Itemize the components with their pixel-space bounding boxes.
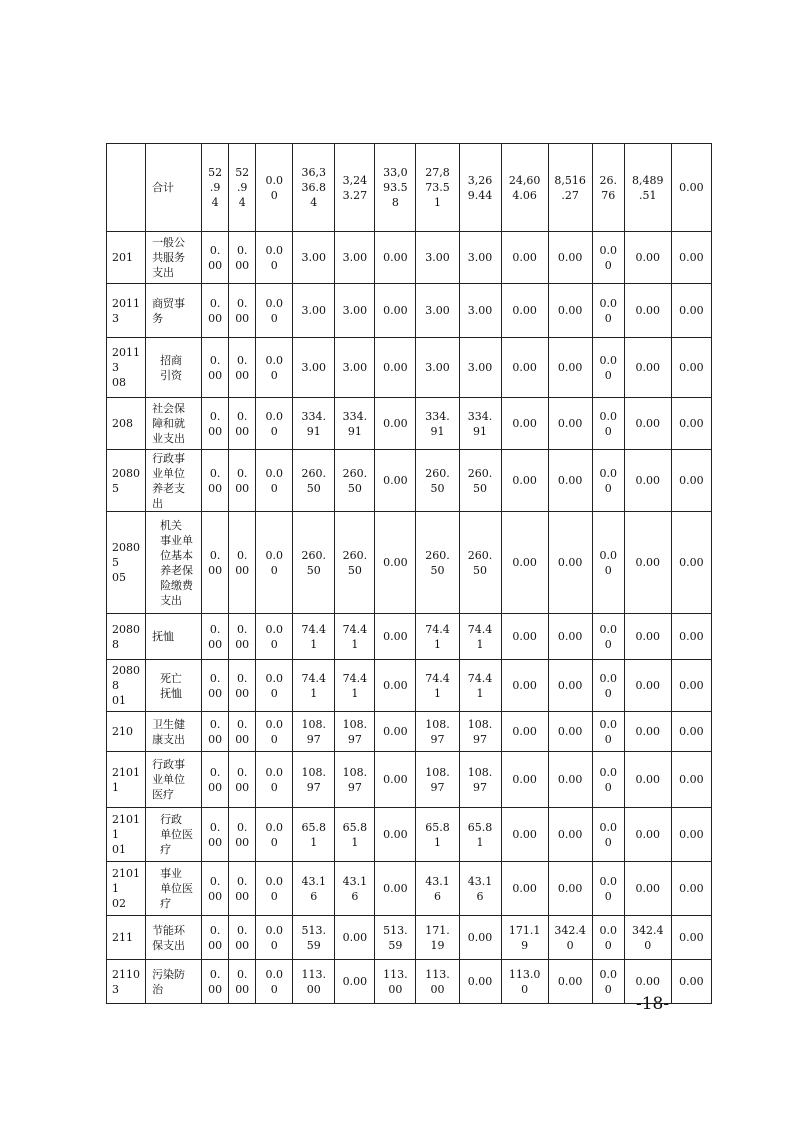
amount-cell: 0.00 (624, 284, 671, 338)
amount-cell: 3.00 (416, 284, 459, 338)
amount-cell: 171. 19 (416, 916, 459, 960)
amount-cell: 65.8 1 (416, 808, 459, 862)
amount-cell: 0.00 (501, 752, 548, 808)
subject-code-cell: 208 (107, 398, 146, 450)
amount-cell: 113. 00 (375, 960, 416, 1004)
table-row (107, 916, 712, 960)
amount-cell: 0.0 0 (256, 712, 293, 752)
table-row (107, 338, 712, 398)
amount-cell: 0.0 0 (256, 398, 293, 450)
amount-cell: 0. 00 (202, 862, 229, 916)
amount-cell: 0.0 0 (592, 398, 624, 450)
amount-cell: 3,24 3.27 (335, 144, 375, 232)
amount-cell: 0.0 0 (256, 232, 293, 284)
amount-cell: 0. 00 (229, 284, 256, 338)
amount-cell: 0.00 (375, 660, 416, 712)
subject-code-cell: 2080 5 (107, 450, 146, 512)
amount-cell: 113. 00 (416, 960, 459, 1004)
amount-cell: 0.00 (671, 808, 711, 862)
amount-cell: 3.00 (459, 338, 501, 398)
amount-cell: 0.00 (671, 284, 711, 338)
amount-cell: 0.0 0 (592, 808, 624, 862)
table-row (107, 960, 712, 1004)
table-row (107, 752, 712, 808)
amount-cell: 0.00 (548, 712, 592, 752)
amount-cell: 108. 97 (459, 752, 501, 808)
amount-cell: 0.0 0 (256, 614, 293, 660)
amount-cell: 0. 00 (202, 338, 229, 398)
amount-cell: 27,8 73.5 1 (416, 144, 459, 232)
amount-cell: 260. 50 (459, 450, 501, 512)
subject-name-cell: 污染防 治 (146, 960, 202, 1004)
amount-cell: 74.4 1 (416, 660, 459, 712)
amount-cell: 0. 00 (202, 960, 229, 1004)
amount-cell: 0. 00 (202, 284, 229, 338)
amount-cell: 0.00 (501, 512, 548, 614)
amount-cell: 3.00 (416, 338, 459, 398)
amount-cell: 0.00 (501, 808, 548, 862)
amount-cell: 3.00 (293, 284, 335, 338)
amount-cell: 52 .9 4 (202, 144, 229, 232)
subject-code-cell: 2080 5 05 (107, 512, 146, 614)
amount-cell: 0. 00 (202, 512, 229, 614)
amount-cell: 0. 00 (229, 960, 256, 1004)
amount-cell: 0.00 (375, 614, 416, 660)
table-row (107, 512, 712, 614)
amount-cell: 108. 97 (416, 752, 459, 808)
amount-cell: 0.00 (671, 614, 711, 660)
table-body (107, 144, 712, 1004)
amount-cell: 65.8 1 (293, 808, 335, 862)
amount-cell: 0.00 (548, 614, 592, 660)
amount-cell: 0. 00 (229, 398, 256, 450)
table-row (107, 660, 712, 712)
amount-cell: 0.00 (548, 398, 592, 450)
amount-cell: 0. 00 (229, 712, 256, 752)
amount-cell: 108. 97 (416, 712, 459, 752)
amount-cell: 334. 91 (335, 398, 375, 450)
amount-cell: 260. 50 (416, 450, 459, 512)
amount-cell: 0.00 (671, 144, 711, 232)
amount-cell: 260. 50 (416, 512, 459, 614)
amount-cell: 0.00 (548, 752, 592, 808)
amount-cell: 0.00 (501, 338, 548, 398)
amount-cell: 0.00 (624, 512, 671, 614)
budget-expenditure-table (106, 143, 712, 1004)
subject-name-cell: 节能环 保支出 (146, 916, 202, 960)
amount-cell: 0. 00 (202, 712, 229, 752)
amount-cell: 0.00 (335, 960, 375, 1004)
amount-cell: 108. 97 (293, 712, 335, 752)
amount-cell: 0. 00 (229, 916, 256, 960)
subject-name-cell: 事业 单位医 疗 (146, 862, 202, 916)
amount-cell: 0.00 (375, 712, 416, 752)
amount-cell: 0.00 (548, 808, 592, 862)
amount-cell: 0.00 (501, 862, 548, 916)
amount-cell: 0.00 (548, 232, 592, 284)
amount-cell: 0.00 (548, 660, 592, 712)
amount-cell: 260. 50 (335, 450, 375, 512)
amount-cell: 0.0 0 (256, 338, 293, 398)
amount-cell: 334. 91 (459, 398, 501, 450)
subject-code-cell: 2110 3 (107, 960, 146, 1004)
page-number: -18- (636, 994, 670, 1014)
amount-cell: 0. 00 (229, 808, 256, 862)
amount-cell: 43.1 6 (335, 862, 375, 916)
table-row (107, 144, 712, 232)
amount-cell: 74.4 1 (459, 614, 501, 660)
amount-cell: 0.0 0 (256, 512, 293, 614)
amount-cell: 0. 00 (202, 232, 229, 284)
amount-cell: 65.8 1 (459, 808, 501, 862)
amount-cell: 0.00 (375, 512, 416, 614)
amount-cell: 0.0 0 (256, 450, 293, 512)
amount-cell: 0.0 0 (592, 614, 624, 660)
subject-code-cell: 201 (107, 232, 146, 284)
amount-cell: 0.00 (671, 338, 711, 398)
amount-cell: 0.00 (548, 862, 592, 916)
subject-code-cell: 2080 8 01 (107, 660, 146, 712)
amount-cell: 3.00 (459, 284, 501, 338)
amount-cell: 52 .9 4 (229, 144, 256, 232)
amount-cell: 43.1 6 (293, 862, 335, 916)
amount-cell: 0.00 (548, 338, 592, 398)
amount-cell: 0.00 (624, 338, 671, 398)
amount-cell: 3.00 (293, 338, 335, 398)
amount-cell: 260. 50 (335, 512, 375, 614)
subject-name-cell: 抚恤 (146, 614, 202, 660)
amount-cell: 0.00 (624, 614, 671, 660)
amount-cell: 0.0 0 (592, 284, 624, 338)
amount-cell: 0. 00 (229, 614, 256, 660)
amount-cell: 0.00 (671, 916, 711, 960)
amount-cell: 108. 97 (335, 712, 375, 752)
amount-cell: 3.00 (335, 232, 375, 284)
amount-cell: 0.00 (375, 398, 416, 450)
subject-name-cell: 行政事 业单位 养老支 出 (146, 450, 202, 512)
subject-name-cell: 行政 单位医 疗 (146, 808, 202, 862)
subject-code-cell: 2080 8 (107, 614, 146, 660)
amount-cell: 0.00 (671, 450, 711, 512)
amount-cell: 0.0 0 (256, 752, 293, 808)
amount-cell: 0. 00 (229, 660, 256, 712)
amount-cell: 36,3 36.8 4 (293, 144, 335, 232)
subject-name-cell: 一般公 共服务 支出 (146, 232, 202, 284)
subject-name-cell: 招商 引资 (146, 338, 202, 398)
amount-cell: 342.4 0 (548, 916, 592, 960)
amount-cell: 3,26 9.44 (459, 144, 501, 232)
amount-cell: 0.0 0 (592, 450, 624, 512)
subject-name-cell: 商贸事 务 (146, 284, 202, 338)
amount-cell: 0.00 (671, 232, 711, 284)
subject-code-cell (107, 144, 146, 232)
amount-cell: 0.00 (501, 284, 548, 338)
amount-cell: 108. 97 (293, 752, 335, 808)
amount-cell: 0.0 0 (592, 862, 624, 916)
amount-cell: 0. 00 (202, 752, 229, 808)
subject-code-cell: 2011 3 (107, 284, 146, 338)
amount-cell: 113.0 0 (501, 960, 548, 1004)
amount-cell: 74.4 1 (335, 660, 375, 712)
subject-code-cell: 210 (107, 712, 146, 752)
amount-cell: 0.00 (671, 752, 711, 808)
amount-cell: 0.00 (624, 862, 671, 916)
subject-code-cell: 2101 1 02 (107, 862, 146, 916)
amount-cell: 0. 00 (229, 862, 256, 916)
amount-cell: 0.00 (671, 512, 711, 614)
amount-cell: 3.00 (416, 232, 459, 284)
amount-cell: 0. 00 (202, 450, 229, 512)
amount-cell: 0.00 (624, 450, 671, 512)
amount-cell: 0.00 (548, 284, 592, 338)
subject-name-cell: 卫生健 康支出 (146, 712, 202, 752)
amount-cell: 0.00 (624, 752, 671, 808)
amount-cell: 0.00 (459, 960, 501, 1004)
subject-code-cell: 2101 1 01 (107, 808, 146, 862)
amount-cell: 108. 97 (335, 752, 375, 808)
amount-cell: 0.00 (501, 614, 548, 660)
amount-cell: 0.00 (624, 960, 671, 1004)
amount-cell: 0. 00 (202, 916, 229, 960)
amount-cell: 334. 91 (416, 398, 459, 450)
amount-cell: 3.00 (459, 232, 501, 284)
subject-name-cell: 机关 事业单 位基本 养老保 险缴费 支出 (146, 512, 202, 614)
table-row (107, 712, 712, 752)
table-row (107, 808, 712, 862)
amount-cell: 74.4 1 (335, 614, 375, 660)
amount-cell: 0.00 (459, 916, 501, 960)
amount-cell: 0.00 (671, 960, 711, 1004)
subject-name-cell: 行政事 业单位 医疗 (146, 752, 202, 808)
amount-cell: 334. 91 (293, 398, 335, 450)
amount-cell: 342.4 0 (624, 916, 671, 960)
amount-cell: 0. 00 (229, 338, 256, 398)
amount-cell: 513. 59 (293, 916, 335, 960)
amount-cell: 0.00 (335, 916, 375, 960)
amount-cell: 0. 00 (202, 614, 229, 660)
amount-cell: 0.00 (375, 808, 416, 862)
amount-cell: 113. 00 (293, 960, 335, 1004)
amount-cell: 33,0 93.5 8 (375, 144, 416, 232)
amount-cell: 0.00 (375, 450, 416, 512)
amount-cell: 0.0 0 (256, 284, 293, 338)
amount-cell: 0.00 (501, 398, 548, 450)
amount-cell: 0. 00 (202, 660, 229, 712)
amount-cell: 0.00 (375, 284, 416, 338)
table-row (107, 284, 712, 338)
amount-cell: 0.0 0 (592, 752, 624, 808)
amount-cell: 0.00 (624, 660, 671, 712)
amount-cell: 0.00 (375, 338, 416, 398)
amount-cell: 0. 00 (229, 232, 256, 284)
amount-cell: 108. 97 (459, 712, 501, 752)
subject-code-cell: 211 (107, 916, 146, 960)
amount-cell: 260. 50 (293, 512, 335, 614)
amount-cell: 0.0 0 (256, 960, 293, 1004)
amount-cell: 0.00 (624, 232, 671, 284)
amount-cell: 260. 50 (293, 450, 335, 512)
amount-cell: 74.4 1 (416, 614, 459, 660)
amount-cell: 65.8 1 (335, 808, 375, 862)
table-row (107, 232, 712, 284)
amount-cell: 0.0 0 (592, 232, 624, 284)
amount-cell: 0. 00 (202, 808, 229, 862)
amount-cell: 8,516 .27 (548, 144, 592, 232)
amount-cell: 0.0 0 (592, 712, 624, 752)
amount-cell: 0.00 (624, 712, 671, 752)
amount-cell: 0.00 (671, 660, 711, 712)
amount-cell: 0.00 (671, 398, 711, 450)
amount-cell: 0.00 (501, 712, 548, 752)
amount-cell: 0.0 0 (256, 144, 293, 232)
subject-code-cell: 2101 1 (107, 752, 146, 808)
amount-cell: 0. 00 (229, 752, 256, 808)
table-row (107, 450, 712, 512)
amount-cell: 43.1 6 (416, 862, 459, 916)
amount-cell: 0. 00 (202, 398, 229, 450)
subject-name-cell: 社会保 障和就 业支出 (146, 398, 202, 450)
amount-cell: 0. 00 (229, 450, 256, 512)
amount-cell: 0.00 (548, 960, 592, 1004)
table-row (107, 398, 712, 450)
amount-cell: 0.0 0 (256, 660, 293, 712)
amount-cell: 3.00 (335, 284, 375, 338)
amount-cell: 3.00 (293, 232, 335, 284)
amount-cell: 0.0 0 (592, 960, 624, 1004)
amount-cell: 74.4 1 (293, 614, 335, 660)
amount-cell: 0.00 (548, 450, 592, 512)
amount-cell: 260. 50 (459, 512, 501, 614)
amount-cell: 0.0 0 (592, 916, 624, 960)
amount-cell: 0.00 (501, 450, 548, 512)
amount-cell: 0.00 (501, 660, 548, 712)
amount-cell: 8,489 .51 (624, 144, 671, 232)
amount-cell: 0.00 (375, 862, 416, 916)
amount-cell: 0.0 0 (256, 808, 293, 862)
amount-cell: 3.00 (335, 338, 375, 398)
table-row (107, 614, 712, 660)
subject-code-cell: 2011 3 08 (107, 338, 146, 398)
amount-cell: 0.00 (375, 232, 416, 284)
amount-cell: 0. 00 (229, 512, 256, 614)
amount-cell: 0.00 (624, 808, 671, 862)
amount-cell: 0.0 0 (256, 916, 293, 960)
amount-cell: 43.1 6 (459, 862, 501, 916)
amount-cell: 0.0 0 (592, 338, 624, 398)
amount-cell: 0.00 (671, 862, 711, 916)
amount-cell: 74.4 1 (293, 660, 335, 712)
amount-cell: 171.1 9 (501, 916, 548, 960)
amount-cell: 0.0 0 (592, 512, 624, 614)
subject-name-cell: 合计 (146, 144, 202, 232)
amount-cell: 24,60 4.06 (501, 144, 548, 232)
amount-cell: 0.00 (501, 232, 548, 284)
table-row (107, 862, 712, 916)
amount-cell: 0.0 0 (592, 660, 624, 712)
subject-name-cell: 死亡 抚恤 (146, 660, 202, 712)
amount-cell: 0.00 (624, 398, 671, 450)
amount-cell: 0.0 0 (256, 862, 293, 916)
amount-cell: 74.4 1 (459, 660, 501, 712)
amount-cell: 0.00 (671, 712, 711, 752)
amount-cell: 513. 59 (375, 916, 416, 960)
amount-cell: 0.00 (548, 512, 592, 614)
amount-cell: 0.00 (375, 752, 416, 808)
amount-cell: 26. 76 (592, 144, 624, 232)
